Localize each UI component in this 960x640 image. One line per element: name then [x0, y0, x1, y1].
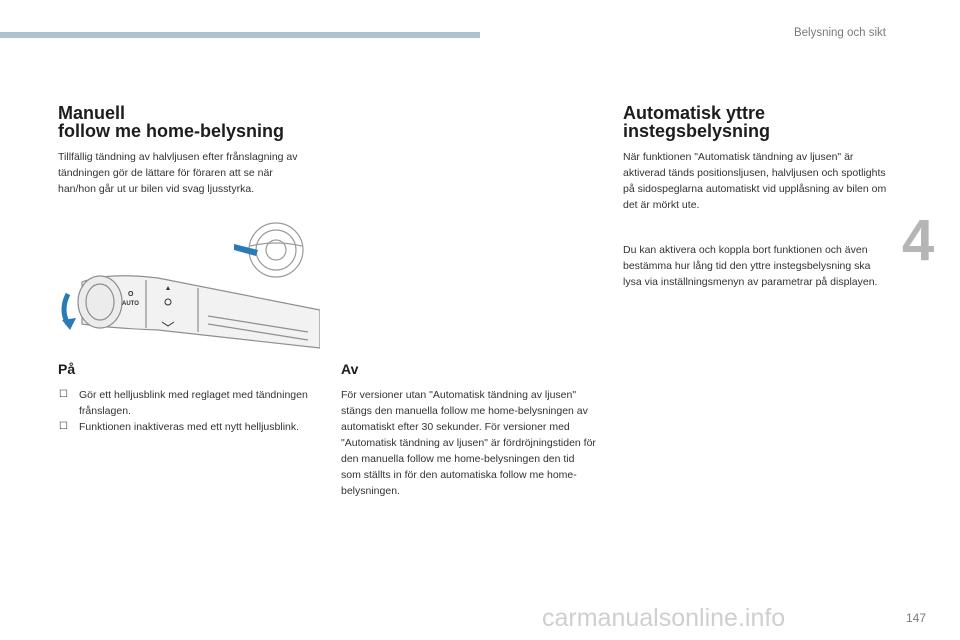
down-arrow-head-icon [62, 318, 76, 330]
light-stalk-illustration [48, 220, 320, 350]
checkbox-bullet-icon: ☐ [59, 421, 68, 432]
watermark: carmanualsonline.info [542, 604, 786, 632]
running-head: Belysning och sikt [793, 27, 886, 39]
stalk-label-zero: O [128, 291, 134, 298]
title-line-1: Manuell [58, 103, 126, 123]
list-item [58, 419, 308, 435]
stalk-label-auto: AUTO [122, 301, 139, 307]
on-heading: På [58, 361, 76, 377]
manual-intro-text: Tillfällig tändning av halvljusen efter frånslagning av tändningen gör de lättare för föraren att se när han/hon går ut ur bilen vid svag ljusstyrka. [58, 151, 298, 195]
title-line-2: follow me home-belysning [58, 121, 285, 141]
automatic-text-1: När funktionen "Automatisk tändning av ljusen" är aktiverad tänds positionsljusen, halvljusen och spotlights på sidospeglarna automatiskt vid upplåsning av bilen om det är mörkt ute. [623, 151, 887, 211]
header-accent-bar [0, 32, 480, 38]
title-line-2: instegsbelysning [623, 121, 771, 141]
page-number: 147 [906, 611, 927, 625]
chapter-number: 4 [902, 208, 935, 273]
title-line-1: Automatisk yttre [623, 103, 766, 123]
light-stalk-icon [78, 276, 320, 348]
list-item [58, 387, 308, 419]
list-item-text: Gör ett helljusblink med reglaget med tändningen frånslagen. [79, 389, 308, 417]
automatic-text-2: Du kan aktivera och koppla bort funktionen och även bestämma hur lång tid den yttre instegsbelysning ska lysa via inställningsmenyn av parametrar på displayen. [623, 244, 878, 288]
section-title-manual [58, 104, 328, 140]
section-title-automatic [623, 104, 893, 140]
off-text: För versioner utan "Automatisk tändning av ljusen" stängs den manuella follow me home-belysningen av automatiskt efter 30 sekunder. För versioner med "Automatisk tändning av ljusen" är fördröjningstiden för den manuella follow me home-belysningen den tid som ställts in för den automatiska follow me home-belysningen. [341, 389, 596, 497]
checkbox-bullet-icon: ☐ [59, 389, 68, 400]
on-steps-list [58, 387, 308, 435]
stalk-highlight-icon [234, 244, 258, 256]
off-heading: Av [341, 361, 359, 377]
list-item-text: Funktionen inaktiveras med ett nytt helljusblink. [79, 421, 300, 433]
